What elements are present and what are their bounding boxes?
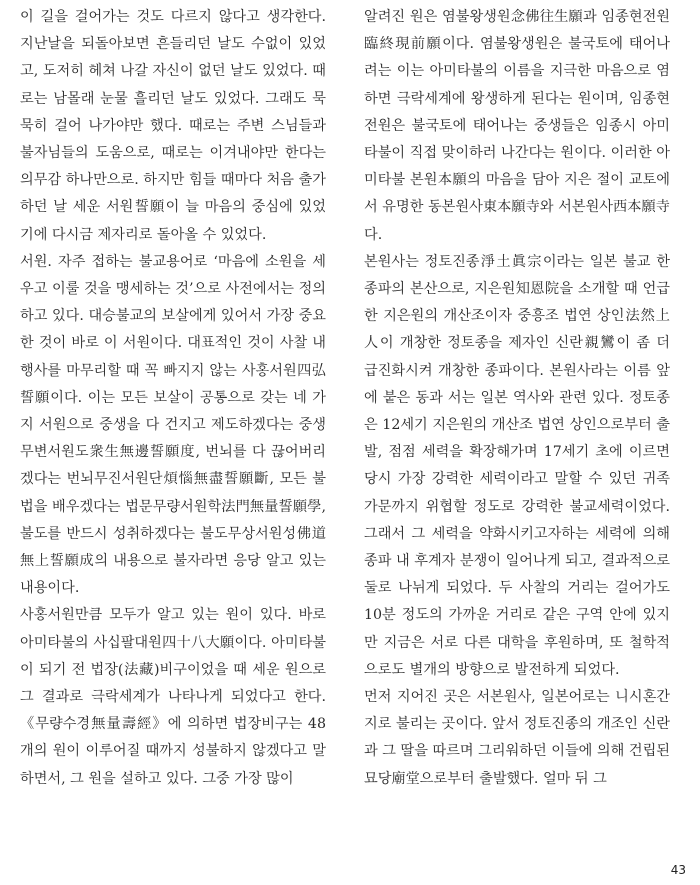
paragraph: 사홍서원만큼 모두가 알고 있는 원이 있다. 바로 아미타불의 사십팔대원四十八大願이다. 아미타불이 되기 전 법장(法藏)비구이었을 때 세운 원으로 그 결과로 극락세계가 나타나게 되었다고 한다.《무량수경無量壽經》에 의하면 법장비구는 48개의 원이 이루어질 때까지 성불하지 않겠다고 말하면서, 그 원을 설하고 있다. 그중 가장 많이 [20, 607, 326, 787]
left-column [20, 4, 326, 793]
paragraph: 이 길을 걸어가는 것도 다르지 않다고 생각한다. 지난날을 되돌아보면 흔들리던 날도 수없이 있었고, 도저히 헤쳐 나갈 자신이 없던 날도 있었다. 때로는 남몰래 눈물 흘리던 날도 있었다. 그래도 묵묵히 걸어 나가야만 했다. 때로는 주변 스님들과 불자님들의 도움으로, 때로는 이겨내야만 한다는 의무감 하나만으로. 하지만 힘들 때마다 처음 출가하던 날 세운 서원誓願이 늘 마음의 중심에 있었기에 다시금 제자리로 돌아올 수 있었다. [20, 9, 326, 243]
page-number: 43 [670, 863, 686, 877]
paragraph: 서원. 자주 접하는 불교용어로 ‘마음에 소원을 세우고 이룰 것을 맹세하는 것’으로 사전에서는 정의하고 있다. 대승불교의 보살에게 있어서 가장 중요한 것이 바로 이 서원이다. 대표적인 것이 사찰 내 행사를 마무리할 때 꼭 빠지지 않는 사홍서원四弘誓願이다. 이는 모든 보살이 공통으로 갖는 네 가지 서원으로 중생을 다 건지고 제도하겠다는 중생무변서원도衆生無邊誓願度, 번뇌를 다 끊어버리겠다는 번뇌무진서원단煩惱無盡誓願斷, 모든 불법을 배우겠다는 법문무량서원학法門無量誓願學, 불도를 반드시 성취하겠다는 불도무상서원성佛道無上誓願成의 내용으로 불자라면 응당 알고 있는 내용이다. [20, 253, 326, 597]
paragraph: 알려진 원은 염불왕생원念佛往生願과 임종현전원臨終現前願이다. 염불왕생원은 불국토에 태어나려는 이는 아미타불의 이름을 지극한 마음으로 염하면 극락세계에 왕생하게 된다는 원이며, 임종현전원은 불국토에 태어나는 중생들은 임종시 아미타불이 직접 맞이하러 나간다는 원이다. 이러한 아미타불 본원本願의 마음을 담아 지은 절이 교토에서 유명한 동본원사東本願寺와 서본원사西本願寺다. [364, 9, 670, 243]
right-column [364, 4, 670, 793]
paragraph: 먼저 지어진 곳은 서본원사, 일본어로는 니시혼간지로 불리는 곳이다. 앞서 정토진종의 개조인 신란과 그 딸을 따르며 그리워하던 이들에 의해 건립된 묘당廟堂으로부터 출발했다. 얼마 뒤 그 [364, 689, 670, 787]
paragraph: 본원사는 정토진종淨土眞宗이라는 일본 불교 한 종파의 본산으로, 지은원知恩院을 소개할 때 언급한 지은원의 개산조이자 중흥조 법연 상인法然上人이 개창한 정토종을 제자인 신란親鸞이 좀 더 급진화시켜 개창한 종파이다. 본원사라는 이름 앞에 붙은 동과 서는 일본 역사와 관련 있다. 정토종은 12세기 지은원의 개산조 법연 상인으로부터 출발, 점점 세력을 확장해가며 17세기 초에 이르면 당시 가장 강력한 세력이라고 말할 수 있던 귀족 가문까지 위협할 정도로 강력한 불교세력이었다. 그래서 그 세력을 약화시키고자하는 세력에 의해 종파 내 후계자 분쟁이 일어나게 되고, 결과적으로 둘로 나뉘게 되었다. 두 사찰의 거리는 걸어가도 10분 정도의 가까운 거리로 같은 구역 안에 있지만 지금은 서로 다른 대학을 후원하며, 또 철학적으로도 별개의 방향으로 발전하게 되었다. [364, 253, 670, 678]
